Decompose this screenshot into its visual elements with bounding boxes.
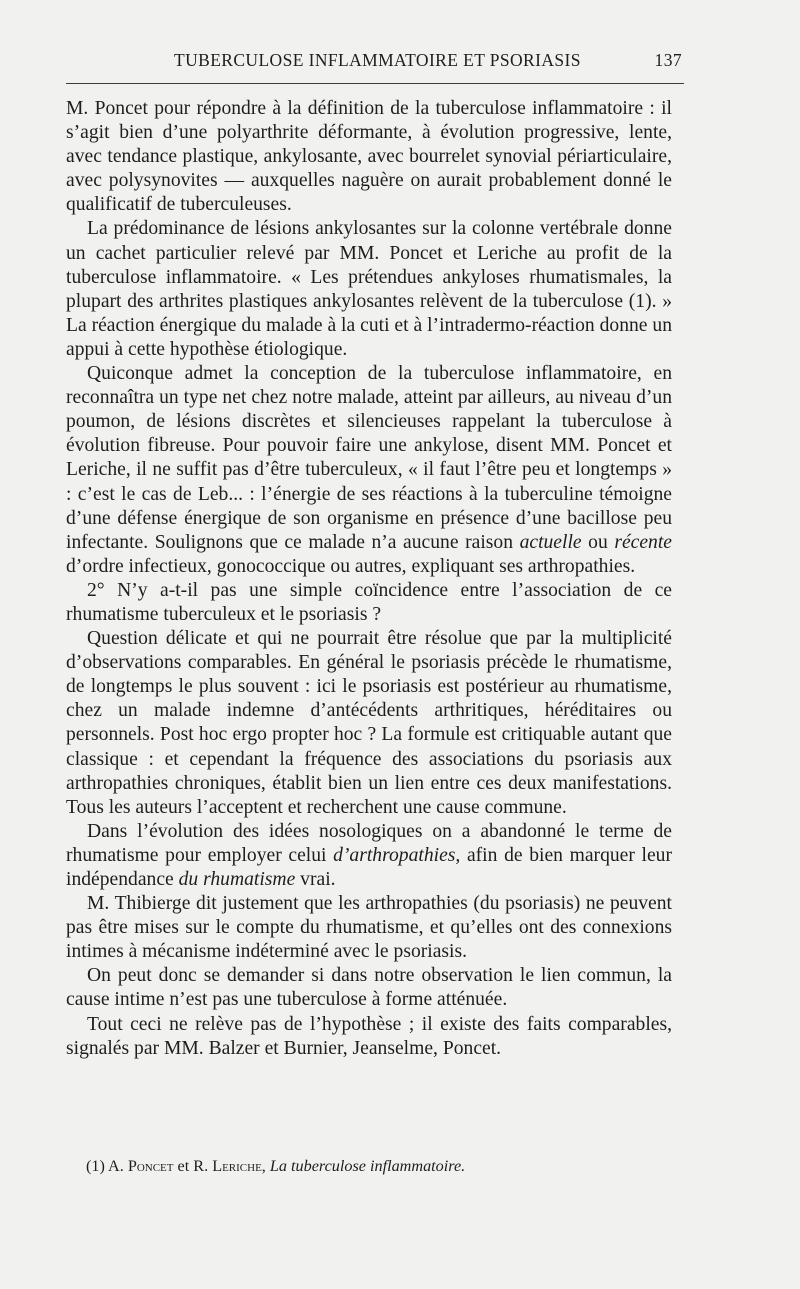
paragraph xyxy=(66,1013,672,1061)
italic-text: du rhumatisme xyxy=(178,869,296,890)
italic-text: d’arthropathies, xyxy=(333,844,461,866)
running-title: TUBERCULOSE INFLAMMATOIRE ET PSORIASIS xyxy=(174,50,581,70)
text-run: Dans l’évolution des idées nosologiques on a abandonné le terme de rhumatisme pour employer celui xyxy=(66,820,672,866)
footnote-author-a-name: Poncet xyxy=(127,1157,174,1175)
header-rule xyxy=(66,83,684,84)
paragraph xyxy=(66,217,672,362)
footnote-conjunction: et xyxy=(177,1157,190,1175)
text-run: La prédominance de lésions ankylosantes sur la colonne vertébrale donne un cachet particulier relevé par MM. Poncet et Leriche au profit de la tuberculose inflammatoire. « Les prétendues ankyloses rhumatismales, la plupart des arthrites plastiques ankylosantes relèvent de la tuberculose (1). » La réaction énergique du malade à la cuti et à l’intradermo-réaction donne un appui à cette hypothèse étiologique. xyxy=(66,218,672,360)
text-run: d’ordre infectieux, gonococcique ou autres, expliquant ses arthropathies. xyxy=(66,555,636,577)
text-run: 2° N’y a-t-il pas une simple coïncidence entre l’association de ce rhumatisme tuberculeux et le psoriasis ? xyxy=(66,579,672,625)
text-run: M. Poncet pour répondre à la définition de la tuberculose inflammatoire : il s’agit bien d’une polyarthrite déformante, à évolution progressive, lente, avec tendance plastique, ankylosante, avec bourrelet synovial périarticulaire, avec polysynovites — auxquelles naguère on aurait probablement donné le qualificatif de tuberculeuses. xyxy=(66,98,672,216)
footnote-title: La tuberculose inflammatoire. xyxy=(269,1157,466,1175)
text-run: Quiconque admet la conception de la tuberculose inflammatoire, en reconnaîtra un type net chez notre malade, atteint par ailleurs, au niveau d’un poumon, de lésions discrètes et silencieuses rappelant la tuberculose à évolution fibreuse. Pour pouvoir faire une ankylose, disent MM. Poncet et Leriche, il ne suffit pas d’être tuberculeux, « il faut l’être peu et longtemps » : c’est le cas de Leb... : l’énergie de ses réactions à la tuberculine témoigne d’une défense énergique de son organisme en présence d’une bacillose peu infectante. Soulignons que ce malade n’a aucune raison xyxy=(66,363,672,553)
paragraph xyxy=(66,964,672,1012)
paragraph xyxy=(66,97,672,217)
footnote xyxy=(86,1155,676,1177)
running-head xyxy=(66,48,684,72)
italic-text: récente xyxy=(614,531,672,553)
text-run: On peut donc se demander si dans notre observation le lien commun, la cause intime n’est pas une tuberculose à forme atténuée. xyxy=(66,965,672,1011)
footnote-author-b-initial: R. xyxy=(193,1157,209,1175)
text-run: afin de bien marquer leur indépendance xyxy=(66,844,672,890)
paragraph xyxy=(66,892,672,964)
paragraph xyxy=(66,627,672,820)
text-run: vrai. xyxy=(295,869,336,890)
body-text xyxy=(66,97,672,1061)
text-run: Question délicate et qui ne pourrait être résolue que par la multiplicité d’observations comparables. En général le psoriasis précède le rhumatisme, de longtemps le plus souvent : ici le psoriasis est postérieur au rhumatisme, chez un malade indemne d’antécédents arthritiques, héréditaires ou personnels. Post hoc ergo propter hoc ? La formule est critiquable autant que classique : et cependant la fréquence des associations du psoriasis aux arthropathies chroniques, établit bien un lien entre ces deux manifestations. Tous les auteurs l’acceptent et recherchent une cause commune. xyxy=(66,628,672,818)
paragraph xyxy=(66,362,672,579)
footnote-author-b-name: Leriche, xyxy=(212,1157,266,1175)
paragraph xyxy=(66,579,672,627)
italic-text: actuelle xyxy=(519,531,582,553)
text-run: Tout ceci ne relève pas de l’hypothèse ; il existe des faits comparables, signalés par MM. Balzer et Burnier, Jeanselme, Poncet. xyxy=(66,1013,672,1059)
text-run: ou xyxy=(581,531,615,553)
footnote-author-a-initial: A. xyxy=(108,1157,124,1175)
text-run: M. Thibierge dit justement que les arthropathies (du psoriasis) ne peuvent pas être mises sur le compte du rhumatisme, et qu’elles ont des connexions intimes à mécanisme indéterminé avec le psoriasis. xyxy=(66,893,672,963)
page-number: 137 xyxy=(654,50,682,70)
footnote-marker: (1) xyxy=(86,1157,105,1175)
paragraph xyxy=(66,820,672,892)
